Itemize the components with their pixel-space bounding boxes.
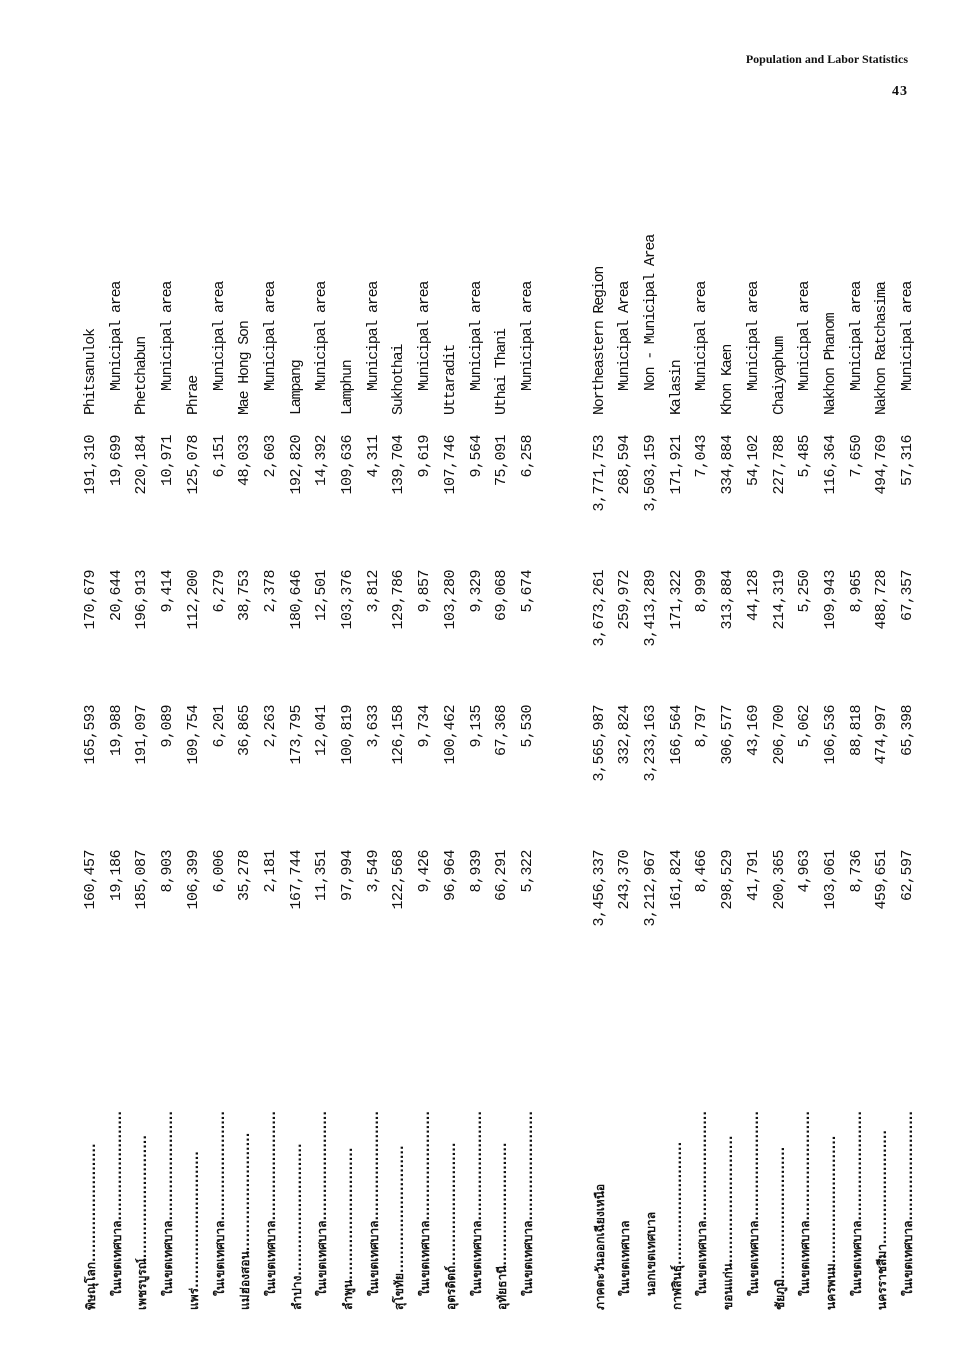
value-1: 8,939	[467, 850, 485, 893]
value-1: 161,824	[667, 850, 685, 910]
value-2: 126,158	[390, 705, 408, 765]
value-3: 103,280	[441, 570, 459, 630]
value-2: 43,169	[744, 705, 762, 757]
value-4: 3,503,159	[642, 435, 659, 512]
value-1: 62,597	[899, 850, 916, 902]
value-1: 103,061	[821, 850, 839, 910]
value-3: 170,679	[82, 570, 99, 630]
table-row	[438, 220, 464, 1310]
thai-label: ลำปาง.............................	[289, 1143, 304, 1310]
table-row	[638, 220, 664, 1310]
value-4: 48,033	[236, 435, 254, 487]
thai-label: นอกเขตเทศบาล	[644, 1211, 658, 1296]
value-1: 35,278	[236, 850, 254, 902]
table-row	[489, 220, 515, 1310]
thai-label: สุโขทัย............................	[392, 1145, 407, 1310]
value-1: 298,529	[719, 850, 737, 910]
value-4: 2,603	[261, 435, 279, 478]
thai-label: ในเขตเทศบาล........................	[520, 1111, 535, 1296]
value-2: 9,734	[416, 705, 434, 748]
value-3: 8,999	[693, 570, 711, 613]
value-2: 9,135	[467, 705, 485, 748]
population-table	[78, 220, 916, 1310]
english-label: Municipal area	[261, 281, 279, 391]
table-row	[515, 220, 541, 1310]
value-4: 3,771,753	[590, 435, 608, 512]
thai-label: ในเขตเทศบาล........................	[746, 1111, 761, 1296]
value-4: 9,619	[416, 435, 434, 478]
english-label: Municipal area	[693, 281, 711, 391]
value-4: 334,884	[719, 435, 737, 495]
value-3: 3,673,261	[590, 570, 608, 647]
value-1: 3,456,337	[590, 850, 608, 927]
value-2: 3,233,163	[642, 705, 659, 782]
table-row	[129, 220, 155, 1310]
table-row	[181, 220, 207, 1310]
value-1: 4,963	[796, 850, 814, 893]
table-row	[284, 220, 310, 1310]
english-label: Municipal Area	[616, 281, 634, 391]
english-label: Nakhon Phanom	[821, 313, 839, 415]
english-label: Municipal area	[899, 281, 916, 391]
value-4: 10,971	[159, 435, 177, 487]
table-row	[412, 220, 438, 1310]
value-2: 206,700	[770, 705, 788, 765]
thai-label: ขอนแก่น............................	[721, 1135, 736, 1310]
english-label: Municipal area	[518, 281, 536, 391]
english-label: Municipal area	[210, 281, 228, 391]
table-row	[741, 220, 767, 1310]
value-3: 5,250	[796, 570, 814, 613]
value-3: 67,357	[899, 570, 916, 622]
value-4: 171,921	[667, 435, 685, 495]
thai-label: ลำพูน.............................	[341, 1147, 355, 1310]
table-row	[818, 220, 844, 1310]
value-3: 12,501	[313, 570, 331, 622]
value-4: 125,078	[184, 435, 202, 495]
value-2: 100,462	[441, 705, 459, 765]
value-3: 20,644	[107, 570, 125, 622]
value-2: 306,577	[719, 705, 737, 765]
english-label: Municipal area	[744, 281, 762, 391]
value-1: 459,651	[873, 850, 891, 910]
table-row	[844, 220, 870, 1310]
value-2: 65,398	[899, 705, 916, 757]
thai-label: อุทัยธานี...........................	[495, 1142, 510, 1310]
english-label: Municipal area	[796, 281, 814, 391]
value-1: 3,549	[364, 850, 382, 893]
value-4: 4,311	[364, 435, 382, 478]
table-row	[792, 220, 818, 1310]
value-4: 220,184	[133, 435, 151, 495]
english-label: Municipal area	[313, 281, 331, 391]
table-row	[207, 220, 233, 1310]
thai-label: ในเขตเทศบาล........................	[212, 1111, 227, 1296]
english-label: Phetchabun	[133, 336, 151, 415]
value-2: 2,263	[261, 705, 279, 748]
english-label: Mae Hong Son	[236, 321, 254, 415]
value-1: 106,399	[184, 850, 202, 910]
english-label: Nakhon Ratchasima	[873, 282, 891, 415]
value-4: 6,258	[518, 435, 536, 478]
english-label: Municipal area	[467, 281, 485, 391]
value-1: 9,426	[416, 850, 434, 893]
english-label: Lamphun	[339, 360, 356, 415]
value-3: 171,322	[667, 570, 685, 630]
value-1: 8,903	[159, 850, 177, 893]
value-3: 112,200	[184, 570, 202, 630]
value-4: 14,392	[313, 435, 331, 487]
value-2: 67,368	[493, 705, 511, 757]
value-4: 9,564	[467, 435, 485, 478]
value-2: 3,565,987	[590, 705, 608, 782]
thai-label: ในเขตเทศบาล........................	[695, 1111, 710, 1296]
value-3: 109,943	[821, 570, 839, 630]
value-4: 57,316	[899, 435, 916, 487]
value-4: 268,594	[616, 435, 634, 495]
thai-label: ในเขตเทศบาล........................	[798, 1111, 813, 1296]
value-1: 160,457	[82, 850, 99, 910]
table-row	[689, 220, 715, 1310]
thai-label: กาฬสินธุ์...........................	[669, 1141, 684, 1310]
english-label: Uthai Thani	[493, 329, 511, 415]
value-3: 44,128	[744, 570, 762, 622]
value-1: 8,466	[693, 850, 711, 893]
value-4: 494,769	[873, 435, 891, 495]
thai-label: ในเขตเทศบาล........................	[849, 1111, 864, 1296]
english-label: Chaiyaphum	[770, 336, 788, 415]
value-1: 167,744	[287, 850, 305, 910]
thai-label: ในเขตเทศบาล........................	[469, 1111, 484, 1296]
value-2: 191,097	[133, 705, 151, 765]
value-3: 180,646	[287, 570, 305, 630]
value-1: 96,964	[441, 850, 459, 902]
value-2: 9,089	[159, 705, 177, 748]
value-4: 19,699	[107, 435, 125, 487]
value-4: 191,310	[82, 435, 99, 495]
table-row	[464, 220, 490, 1310]
value-4: 54,102	[744, 435, 762, 487]
thai-label: ในเขตเทศบาล	[618, 1220, 633, 1296]
value-4: 107,746	[441, 435, 459, 495]
value-2: 12,041	[313, 705, 331, 757]
value-1: 185,087	[133, 850, 151, 910]
value-1: 122,568	[390, 850, 408, 910]
table-row	[78, 220, 104, 1310]
value-2: 5,062	[796, 705, 814, 748]
table-row	[258, 220, 284, 1310]
value-1: 243,370	[616, 850, 634, 910]
value-3: 3,413,289	[642, 570, 659, 647]
value-3: 9,414	[159, 570, 177, 613]
table-row	[869, 220, 895, 1310]
value-3: 38,753	[236, 570, 254, 622]
table-row	[104, 220, 130, 1310]
value-2: 88,818	[847, 705, 865, 757]
english-label: Municipal area	[159, 281, 177, 391]
thai-label: แม่ฮ่องสอน..........................	[238, 1132, 253, 1310]
value-3: 313,884	[719, 570, 737, 630]
value-4: 75,091	[493, 435, 511, 487]
value-1: 3,212,967	[642, 850, 659, 927]
value-3: 259,972	[616, 570, 634, 630]
value-2: 19,988	[107, 705, 125, 757]
english-label: Lampang	[287, 360, 305, 415]
value-1: 2,181	[261, 850, 279, 893]
value-3: 9,329	[467, 570, 485, 613]
value-3: 196,913	[133, 570, 151, 630]
value-3: 103,376	[339, 570, 356, 630]
table-row	[587, 220, 613, 1310]
value-4: 192,820	[287, 435, 305, 495]
thai-label: ในเขตเทศบาล........................	[109, 1111, 124, 1296]
value-3: 2,378	[261, 570, 279, 613]
value-2: 173,795	[287, 705, 305, 765]
english-label: Uttaradit	[441, 344, 459, 415]
page-number: 43	[892, 84, 908, 99]
value-4: 5,485	[796, 435, 814, 478]
value-3: 5,674	[518, 570, 536, 613]
value-3: 3,812	[364, 570, 382, 613]
value-2: 36,865	[236, 705, 254, 757]
value-1: 41,791	[744, 850, 762, 902]
value-1: 19,186	[107, 850, 125, 902]
value-1: 97,994	[339, 850, 356, 902]
english-label: Kalasin	[667, 360, 685, 415]
value-4: 7,043	[693, 435, 711, 478]
value-2: 474,997	[873, 705, 891, 765]
thai-label: นครพนม............................	[823, 1135, 838, 1310]
thai-label: ชัยภูมิ.............................	[772, 1146, 787, 1310]
english-label: Northeastern Region	[590, 266, 608, 415]
english-label: Municipal area	[107, 281, 125, 391]
value-4: 6,151	[210, 435, 228, 478]
value-2: 166,564	[667, 705, 685, 765]
value-2: 165,593	[82, 705, 99, 765]
table-row	[895, 220, 921, 1310]
english-label: Phrae	[184, 375, 202, 415]
english-label: Non - Municipal Area	[642, 234, 659, 391]
value-1: 11,351	[313, 850, 331, 902]
thai-label: อุตรดิตถ์...........................	[443, 1142, 458, 1310]
table-row	[386, 220, 412, 1310]
english-label: Phitsanulok	[82, 329, 99, 415]
value-3: 9,857	[416, 570, 434, 613]
value-4: 116,364	[821, 435, 839, 495]
thai-label: ในเขตเทศบาล........................	[366, 1111, 381, 1296]
table-row	[232, 220, 258, 1310]
thai-label: เพชรบูรณ์...........................	[135, 1135, 150, 1310]
table-row	[335, 220, 361, 1310]
table-row	[664, 220, 690, 1310]
value-1: 66,291	[493, 850, 511, 902]
value-4: 227,788	[770, 435, 788, 495]
value-3: 8,965	[847, 570, 865, 613]
value-2: 3,633	[364, 705, 382, 748]
thai-label: แพร่..............................	[186, 1151, 201, 1310]
table-row	[767, 220, 793, 1310]
table-row	[715, 220, 741, 1310]
value-2: 106,536	[821, 705, 839, 765]
thai-label: ในเขตเทศบาล........................	[263, 1111, 278, 1296]
thai-label: ในเขตเทศบาล........................	[418, 1111, 433, 1296]
table-row	[155, 220, 181, 1310]
value-2: 100,819	[339, 705, 356, 765]
running-header-title: Population and Labor Statistics	[745, 52, 908, 66]
english-label: Municipal area	[416, 281, 434, 391]
value-4: 139,704	[390, 435, 408, 495]
thai-label: พิษณุโลก..........................	[84, 1143, 98, 1310]
thai-label: ในเขตเทศบาล........................	[901, 1111, 915, 1296]
table-row	[309, 220, 335, 1310]
value-4: 109,636	[339, 435, 356, 495]
value-2: 109,754	[184, 705, 202, 765]
english-label: Khon Kaen	[719, 344, 737, 415]
thai-label: นครราชสีมา.........................	[875, 1130, 890, 1310]
value-1: 5,322	[518, 850, 536, 893]
value-2: 8,797	[693, 705, 711, 748]
thai-label: ในเขตเทศบาล........................	[315, 1111, 330, 1296]
value-4: 7,650	[847, 435, 865, 478]
value-3: 69,068	[493, 570, 511, 622]
value-3: 6,279	[210, 570, 228, 613]
english-label: Municipal area	[364, 281, 382, 391]
english-label: Municipal area	[847, 281, 865, 391]
value-2: 6,201	[210, 705, 228, 748]
value-3: 488,728	[873, 570, 891, 630]
value-2: 5,530	[518, 705, 536, 748]
value-1: 200,365	[770, 850, 788, 910]
table-row	[361, 220, 387, 1310]
value-1: 8,736	[847, 850, 865, 893]
english-label: Sukhothai	[390, 344, 408, 415]
value-3: 129,786	[390, 570, 408, 630]
table-row	[612, 220, 638, 1310]
value-1: 6,006	[210, 850, 228, 893]
value-2: 332,824	[616, 705, 634, 765]
thai-label: ภาคตะวันออกเฉียงเหนือ	[592, 1183, 607, 1310]
thai-label: ในเขตเทศบาล........................	[161, 1111, 176, 1296]
value-3: 214,319	[770, 570, 788, 630]
